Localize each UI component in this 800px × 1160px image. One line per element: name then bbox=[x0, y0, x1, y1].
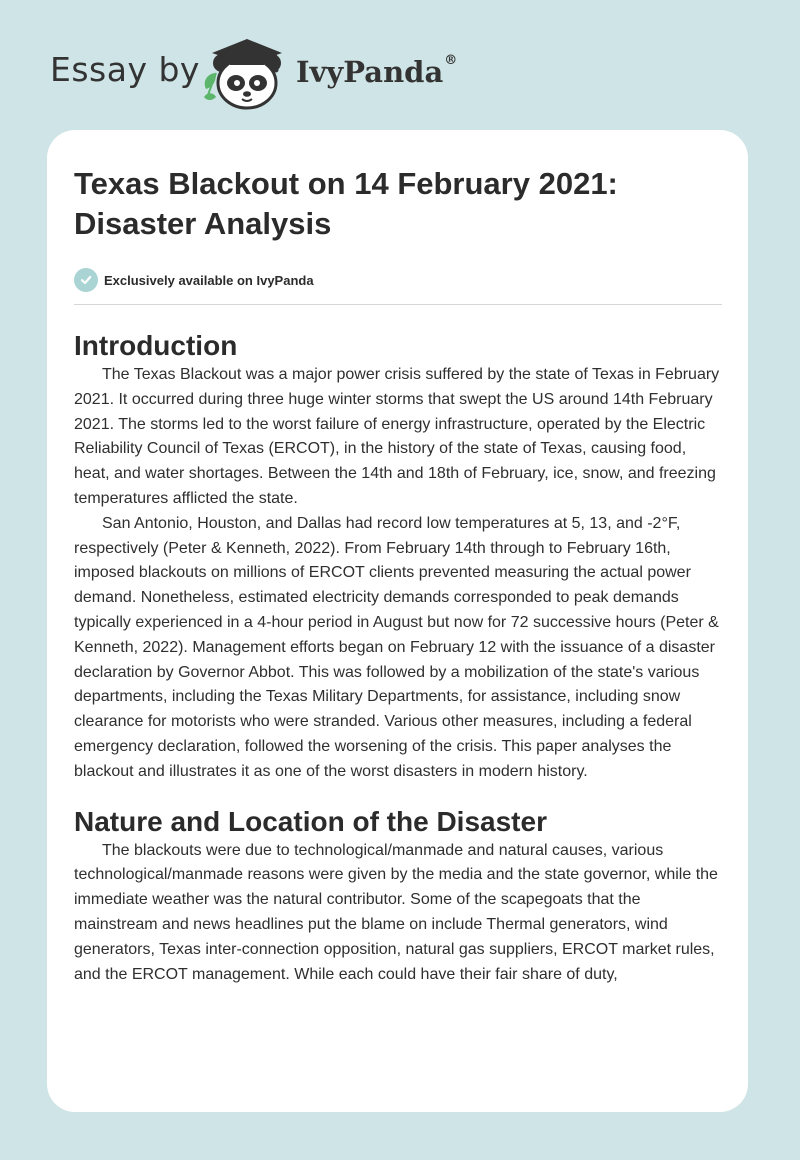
section-heading-nature-location: Nature and Location of the Disaster bbox=[74, 805, 547, 837]
paragraph: The Texas Blackout was a major power crisis suffered by the state of Texas in February 2021. It occurred during three huge winter storms that swept the US around 14th February 2021. The storms led to the worst failure of energy infrastructure, operated by the Electric Reliability Council of Texas (ERCOT), in the history of the state of Texas, causing food, heat, and water shortages. Between the 14th and 18th of February, ice, snow, and freezing temperatures afflicted the state. bbox=[74, 366, 720, 507]
title-line-1: Texas Blackout on 14 February 2021: bbox=[74, 166, 618, 201]
registered-mark: ® bbox=[444, 53, 458, 68]
paragraph: San Antonio, Houston, and Dallas had record low temperatures at 5, 13, and -2°F, respectively (Peter & Kenneth, 2022). From February 14th through to February 16th, imposed blackouts on millions of ERCOT clients prevented measuring the actual power demand. Nonetheless, estimated electricity demands corresponded to peak demands typically experienced in a 4-hour period in August but now for 72 successive hours (Peter & Kenneth, 2022). Management efforts began on February 12 with the issuance of a disaster declaration by Governor Abbot. This was followed by a mobilization of the state's various departments, including the Texas Military Departments, for assistance, including snow clearance for motorists who were stranded. Various other measures, including a federal emergency declaration, followed the worsening of the crisis. This paper analyses the blackout and illustrates it as one of the worst disasters in modern history. bbox=[74, 514, 719, 780]
exclusive-badge bbox=[74, 267, 722, 293]
brand-prefix: Essay by bbox=[50, 50, 200, 89]
essay-content bbox=[74, 164, 722, 987]
site-header bbox=[0, 0, 800, 130]
title-line-2: Disaster Analysis bbox=[74, 206, 332, 241]
page-title bbox=[74, 164, 722, 244]
panda-logo-icon[interactable] bbox=[200, 33, 290, 111]
brand-name-text: IvyPanda bbox=[296, 55, 444, 89]
essay-card bbox=[47, 130, 748, 1112]
badge-text: Exclusively available on IvyPanda bbox=[104, 272, 314, 288]
brand-name[interactable] bbox=[296, 55, 457, 89]
check-icon bbox=[74, 268, 98, 292]
paragraph: The blackouts were due to technological/manmade and natural causes, various technological/manmade reasons were given by the media and the state governor, while the immediate weather was the natural contributor. Some of the scapegoats that the mainstream and news headlines put the blame on include Thermal generators, wind generators, Texas inter-connection opposition, natural gas suppliers, ERCOT market rules, and the ERCOT management. While each could have their fair share of duty, bbox=[74, 841, 718, 983]
section-heading-introduction: Introduction bbox=[74, 330, 238, 361]
divider bbox=[74, 304, 722, 305]
